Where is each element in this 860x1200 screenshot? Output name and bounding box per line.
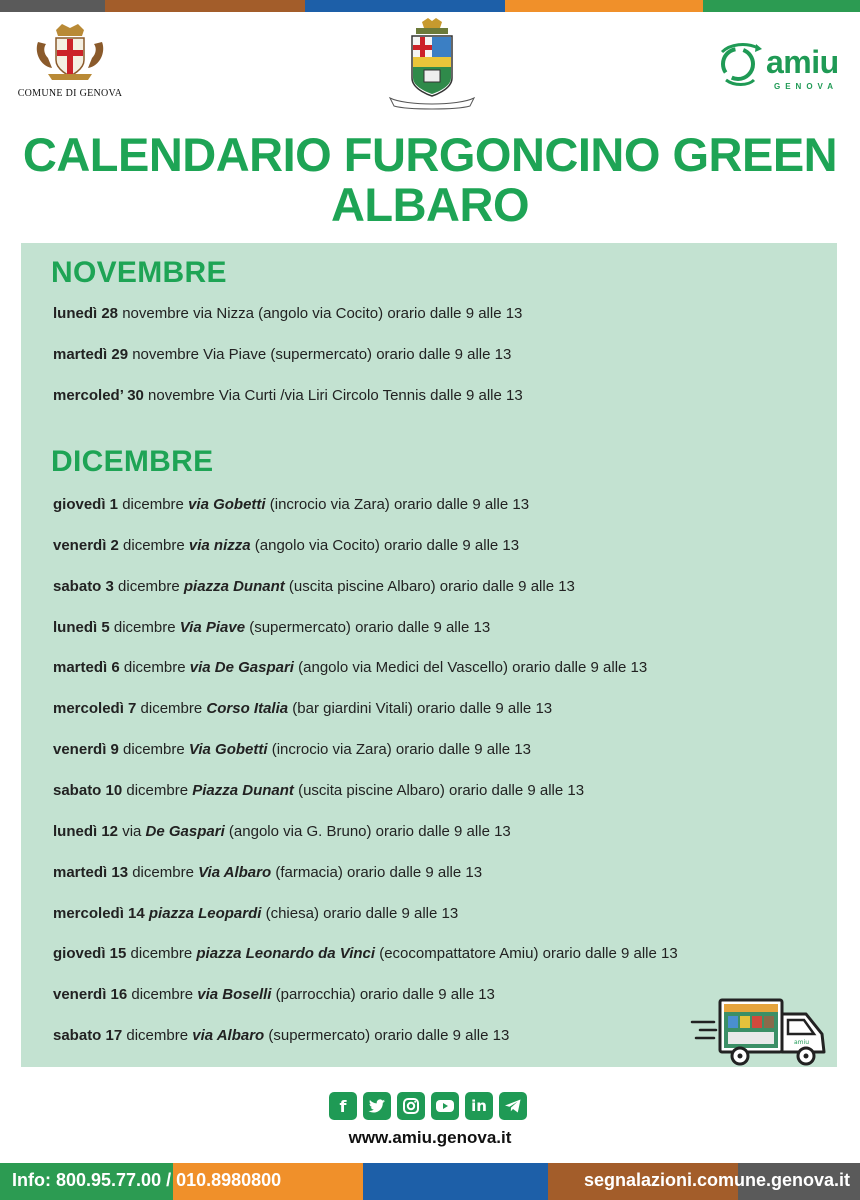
event-place: Corso Italia [206, 700, 289, 717]
amiu-wordmark: amiu [766, 44, 839, 80]
event-place: Piazza Dunant [192, 782, 294, 799]
page-title [0, 130, 860, 230]
title-line-1: CALENDARIO FURGONCINO GREEN [22, 128, 838, 181]
truck-illustration [690, 996, 830, 1068]
event-day: venerdì 9 [53, 741, 119, 758]
event-place: via Boselli [197, 986, 272, 1003]
event-detail: (angolo via G. Bruno) orario dalle 9 alle 13 [224, 823, 511, 840]
event-row [53, 945, 678, 962]
event-detail: (supermercato) orario dalle 9 alle 13 [264, 1027, 510, 1044]
event-place: piazza Leopardi [148, 905, 262, 922]
event-row [53, 496, 529, 513]
event-place: De Gaspari [145, 823, 225, 840]
event-place: Via Albaro [198, 864, 272, 881]
event-day: sabato 10 [53, 782, 123, 799]
event-text: novembre via Nizza (angolo via Cocito) orario dalle 9 alle 13 [118, 305, 523, 322]
telegram-icon[interactable] [499, 1092, 527, 1120]
event-row [53, 537, 519, 554]
event-detail: (bar giardini Vitali) orario dalle 9 alle 13 [288, 700, 553, 717]
event-day: giovedì 1 [53, 496, 119, 513]
svg-text:amiu: amiu [794, 1039, 809, 1046]
event-detail: (chiesa) orario dalle 9 alle 13 [261, 905, 459, 922]
event-text: dicembre [118, 537, 189, 554]
event-row [53, 986, 495, 1003]
event-day: martedì 13 [53, 864, 129, 881]
municipio-crest [386, 18, 478, 110]
top-bar-segment [505, 0, 703, 12]
event-day: venerdì 2 [53, 537, 119, 554]
event-place: via Albaro [192, 1027, 265, 1044]
event-row [53, 619, 490, 636]
event-place: via nizza [188, 537, 251, 554]
amiu-subtitle: GENOVA [774, 82, 839, 91]
event-text: dicembre [126, 945, 197, 962]
amiu-logo [716, 38, 846, 98]
event-row [53, 782, 584, 799]
event-row [53, 741, 531, 758]
event-day: lunedì 28 [53, 305, 119, 322]
title-line-2: ALBARO [330, 178, 530, 231]
event-text: dicembre [127, 986, 198, 1003]
event-day: sabato 17 [53, 1027, 123, 1044]
top-bar-segment [0, 0, 105, 12]
event-row [53, 305, 522, 322]
comune-genova-logo [14, 22, 126, 102]
event-detail: (angolo via Cocito) orario dalle 9 alle 13 [250, 537, 520, 554]
event-row [53, 659, 647, 676]
event-text: dicembre [122, 1027, 193, 1044]
event-day: giovedì 15 [53, 945, 127, 962]
bottom-bar-segment [363, 1163, 548, 1200]
event-text: novembre Via Piave (supermercato) orario dalle 9 alle 13 [128, 346, 512, 363]
event-place: piazza Leonardo da Vinci [196, 945, 376, 962]
social-icons [329, 1092, 527, 1120]
top-color-bar [0, 0, 860, 12]
event-place: via Gobetti [188, 496, 266, 513]
event-day: mercoledì 7 [53, 700, 137, 717]
event-text: dicembre [113, 578, 184, 595]
event-detail: (farmacia) orario dalle 9 alle 13 [271, 864, 483, 881]
event-row [53, 387, 523, 404]
event-detail: (ecocompattatore Amiu) orario dalle 9 alle 13 [375, 945, 678, 962]
event-detail: (uscita piscine Albaro) orario dalle 9 alle 13 [293, 782, 585, 799]
event-text: dicembre [109, 619, 180, 636]
event-text: dicembre [128, 864, 199, 881]
delivery-truck-icon [690, 996, 830, 1068]
event-day: lunedì 12 [53, 823, 119, 840]
event-day: mercoledì 14 [53, 905, 145, 922]
facebook-icon[interactable]: f [329, 1092, 357, 1120]
event-day: lunedì 5 [53, 619, 110, 636]
top-bar-segment [305, 0, 505, 12]
comune-caption: COMUNE DI GENOVA [17, 88, 123, 99]
info-phone: Info: 800.95.77.00 / 010.8980800 [12, 1170, 282, 1190]
event-detail: (uscita piscine Albaro) orario dalle 9 alle 13 [284, 578, 575, 595]
segnalazioni-link[interactable]: segnalazioni.comune.genova.it [583, 1170, 850, 1190]
event-place: Via Piave [179, 619, 246, 636]
event-row [53, 346, 511, 363]
event-text: novembre Via Curti /via Liri Circolo Tennis dalle 9 alle 13 [143, 387, 523, 404]
event-row [53, 578, 575, 595]
event-text: dicembre [119, 659, 190, 676]
event-day: venerdì 16 [53, 986, 128, 1003]
event-row [53, 905, 458, 922]
event-place: via De Gaspari [189, 659, 294, 676]
amiu-globe-icon [716, 40, 764, 90]
event-day: martedì 6 [53, 659, 120, 676]
municipio-coat-of-arms-icon [386, 18, 478, 110]
event-detail: (parrocchia) orario dalle 9 alle 13 [271, 986, 495, 1003]
event-row [53, 1027, 509, 1044]
website-link[interactable]: www.amiu.genova.it [348, 1128, 512, 1147]
event-place: Via Gobetti [188, 741, 268, 758]
event-day: mercoled’ 30 [53, 387, 144, 404]
calendar-panel [21, 243, 837, 1067]
event-row [53, 700, 552, 717]
event-detail: (supermercato) orario dalle 9 alle 13 [245, 619, 491, 636]
top-bar-segment [703, 0, 860, 12]
event-row [53, 823, 511, 840]
event-text: dicembre [122, 782, 193, 799]
twitter-icon[interactable] [363, 1092, 391, 1120]
event-text: via [118, 823, 146, 840]
month-heading-novembre: NOVEMBRE [51, 256, 227, 289]
linkedin-icon[interactable]: in [465, 1092, 493, 1120]
genova-coat-of-arms-icon [34, 22, 106, 84]
event-detail: (incrocio via Zara) orario dalle 9 alle 13 [267, 741, 531, 758]
month-heading-dicembre: DICEMBRE [51, 445, 214, 478]
youtube-icon[interactable] [431, 1092, 459, 1120]
event-day: martedì 29 [53, 346, 129, 363]
event-place: piazza Dunant [183, 578, 285, 595]
event-detail: (angolo via Medici del Vascello) orario dalle 9 alle 13 [293, 659, 648, 676]
instagram-icon[interactable] [397, 1092, 425, 1120]
top-bar-segment [105, 0, 305, 12]
event-row [53, 864, 482, 881]
event-text: dicembre [136, 700, 207, 717]
event-day: sabato 3 [53, 578, 114, 595]
event-text: dicembre [118, 741, 189, 758]
event-detail: (incrocio via Zara) orario dalle 9 alle 13 [265, 496, 530, 513]
event-text: dicembre [118, 496, 189, 513]
